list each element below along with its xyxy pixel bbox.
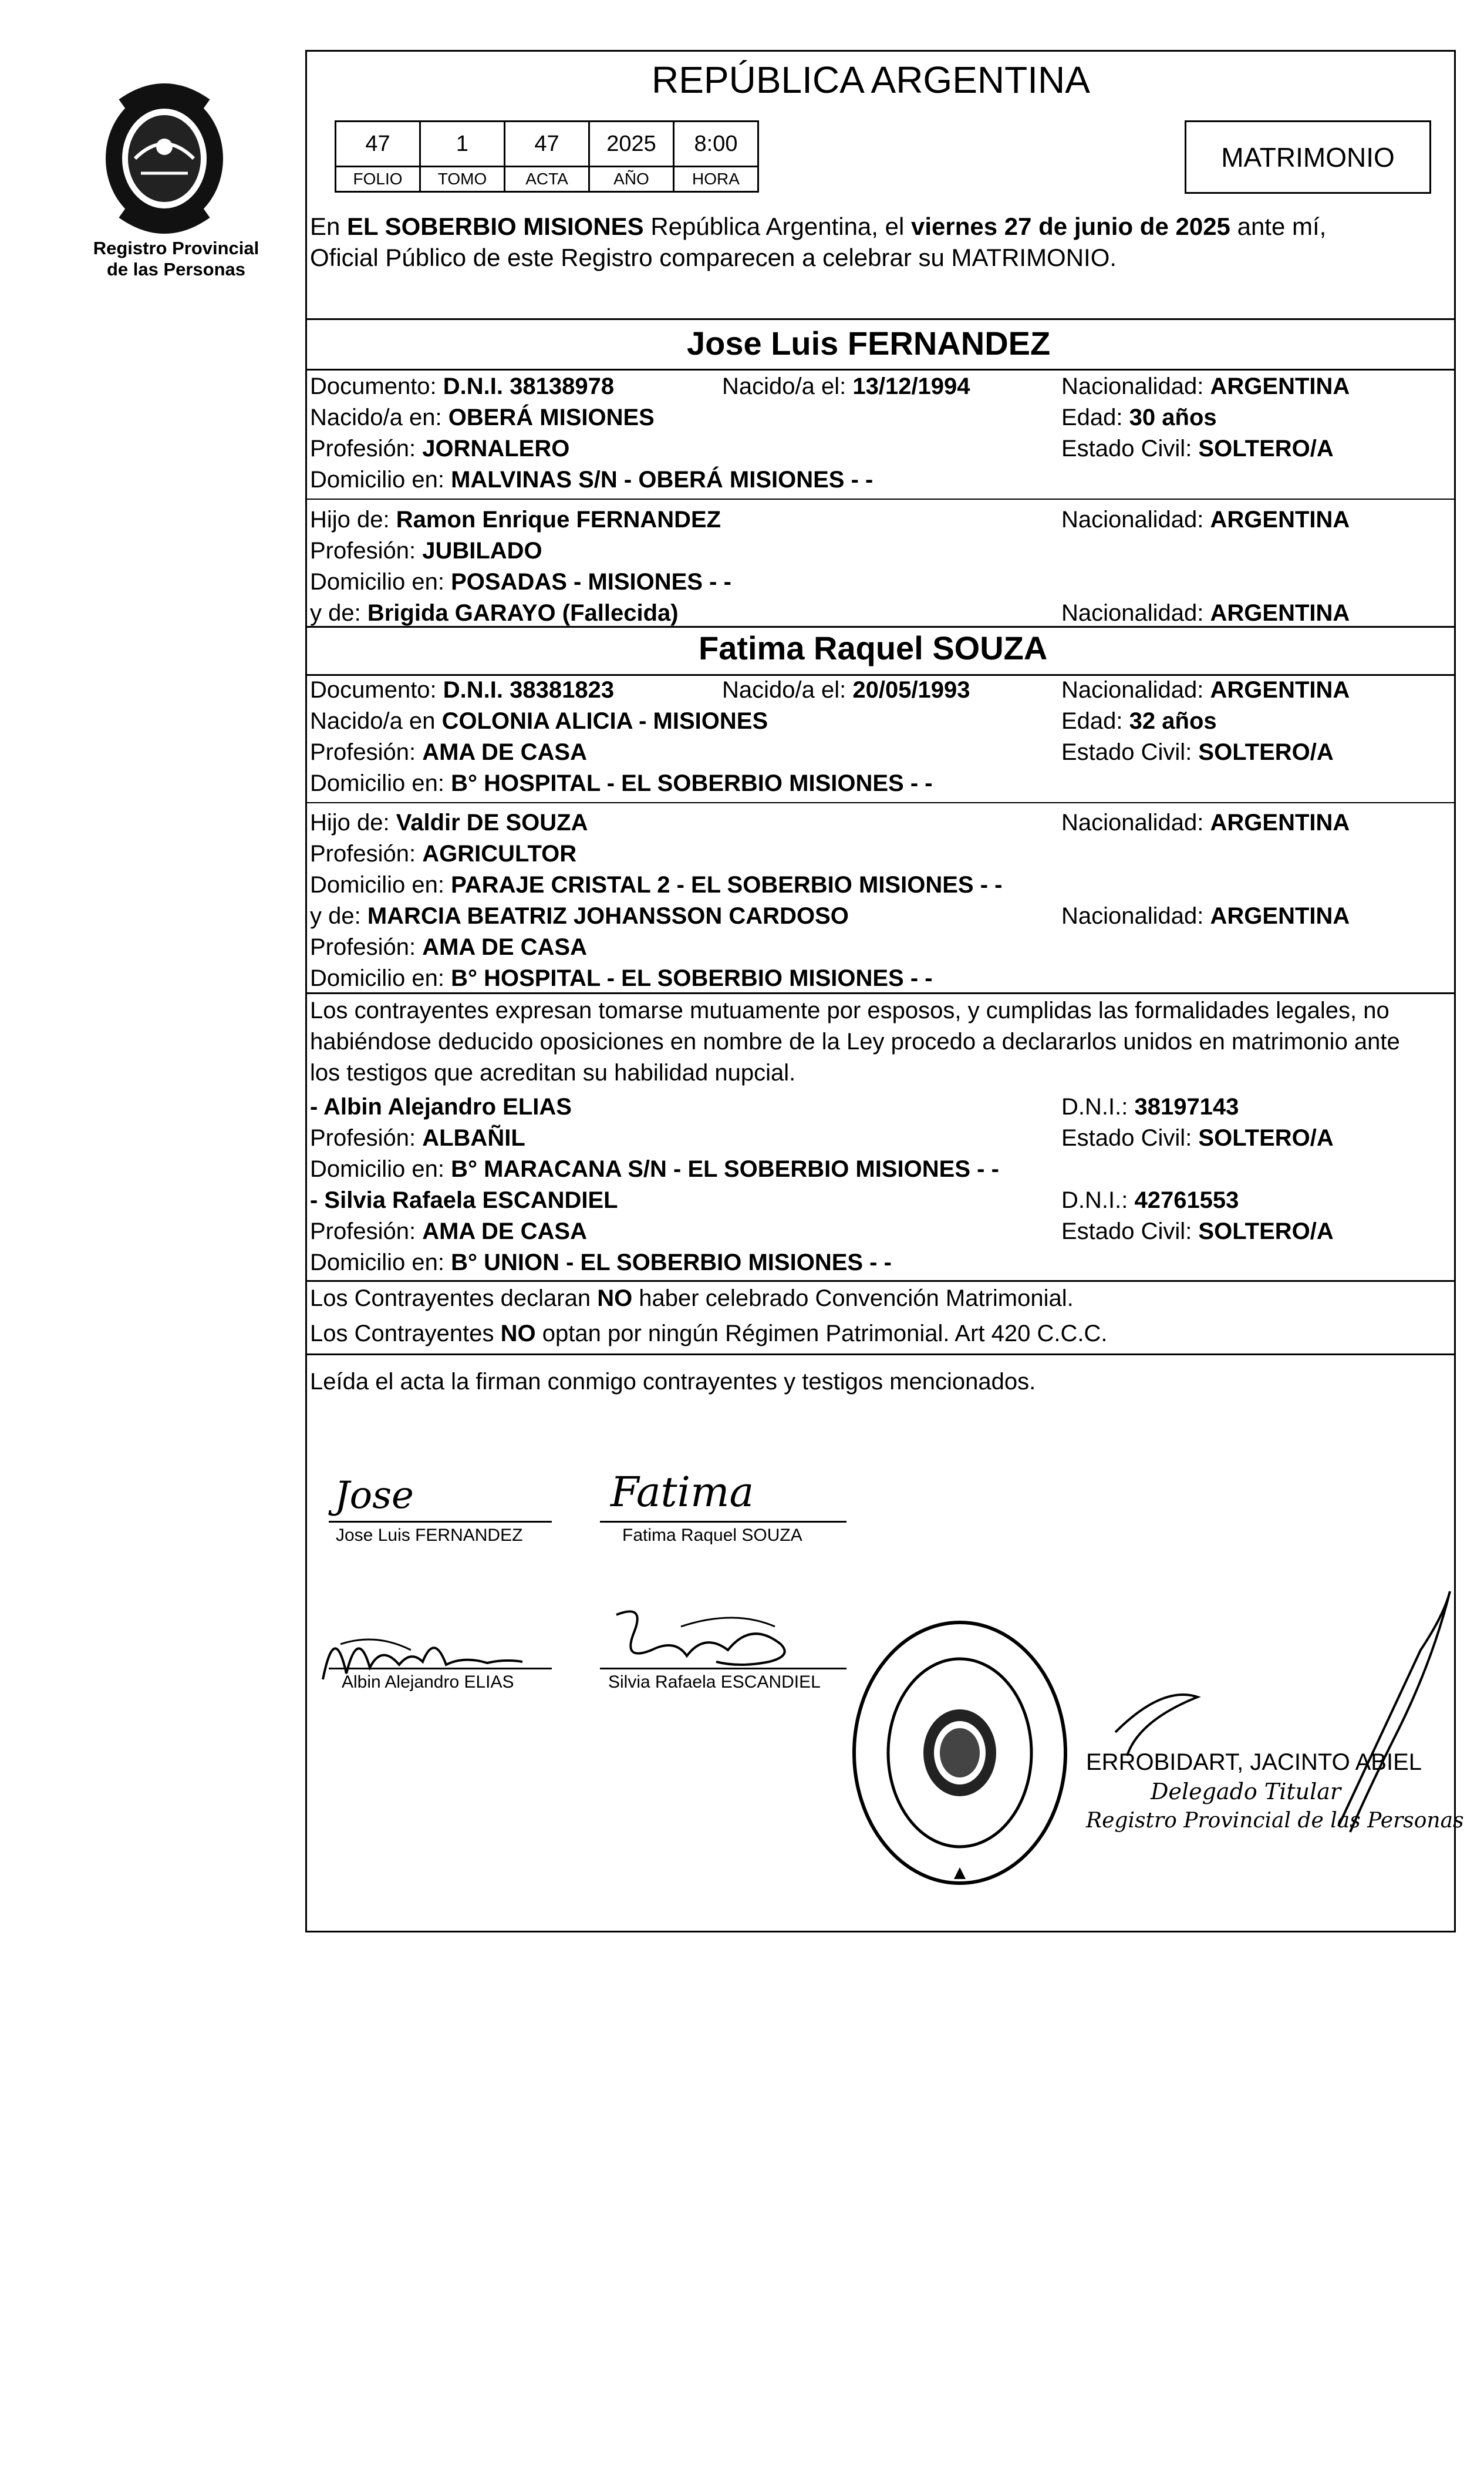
witness2-name: - Silvia Rafaela ESCANDIEL xyxy=(310,1187,618,1213)
signature-4-line xyxy=(600,1668,846,1669)
divider-2 xyxy=(305,369,1456,371)
logo-caption-1: Registro Provincial xyxy=(93,238,259,258)
signature-2-label: Fatima Raquel SOUZA xyxy=(622,1526,802,1545)
official-office: Registro Provincial de las Personas xyxy=(1086,1809,1464,1833)
divider-5 xyxy=(305,674,1456,676)
declaration-line-3: los testigos que acreditan su habilidad nupcial. xyxy=(310,1060,796,1086)
spouse2-birthdate: Nacido/a el: 20/05/1993 xyxy=(722,677,970,703)
witness1-dni: D.N.I.: 38197143 xyxy=(1061,1094,1239,1120)
frame-top xyxy=(305,50,1456,52)
witness1-address: Domicilio en: B° MARACANA S/N - EL SOBERBIO MISIONES - - xyxy=(310,1156,999,1182)
convention-line-2: Los Contrayentes NO optan por ningún Régimen Patrimonial. Art 420 C.C.C. xyxy=(310,1321,1108,1346)
spouse1-mother-nationality: Nacionalidad: ARGENTINA xyxy=(1061,600,1350,626)
witness1-name: - Albin Alejandro ELIAS xyxy=(310,1094,572,1120)
folio-label: FOLIO xyxy=(335,166,421,193)
spouse1-age: Edad: 30 años xyxy=(1061,405,1217,430)
divider-1 xyxy=(305,318,1456,320)
spouse1-civil-status: Estado Civil: SOLTERO/A xyxy=(1061,436,1334,462)
divider-6 xyxy=(305,802,1456,803)
hora-value: 8:00 xyxy=(673,120,759,167)
spouse2-birthplace: Nacido/a en COLONIA ALICIA - MISIONES xyxy=(310,708,768,734)
witness2-profession: Profesión: AMA DE CASA xyxy=(310,1218,587,1244)
spouse1-father-profession: Profesión: JUBILADO xyxy=(310,538,542,564)
convention-line-1: Los Contrayentes declaran NO haber celebrado Convención Matrimonial. xyxy=(310,1285,1074,1311)
tomo-value: 1 xyxy=(419,120,505,167)
spouse2-father-address: Domicilio en: PARAJE CRISTAL 2 - EL SOBERBIO MISIONES - - xyxy=(310,872,1003,898)
spouse1-address: Domicilio en: MALVINAS S/N - OBERÁ MISIONES - - xyxy=(310,467,873,493)
spouse2-civil-status: Estado Civil: SOLTERO/A xyxy=(1061,739,1334,765)
spouse1-father: Hijo de: Ramon Enrique FERNANDEZ xyxy=(310,507,721,533)
spouse2-mother: y de: MARCIA BEATRIZ JOHANSSON CARDOSO xyxy=(310,903,849,929)
spouse2-mother-profession: Profesión: AMA DE CASA xyxy=(310,934,587,960)
spouse1-birthdate: Nacido/a el: 13/12/1994 xyxy=(722,373,970,399)
acta-label: ACTA xyxy=(504,166,590,193)
registry-logo xyxy=(88,70,241,235)
witness2-civil-status: Estado Civil: SOLTERO/A xyxy=(1061,1218,1334,1244)
spouse2-father: Hijo de: Valdir DE SOUZA xyxy=(310,810,588,836)
folio-value: 47 xyxy=(335,120,421,167)
signature-1: Jose xyxy=(335,1474,414,1517)
witness1-civil-status: Estado Civil: SOLTERO/A xyxy=(1061,1125,1334,1151)
official-title: Delegado Titular xyxy=(1151,1779,1341,1804)
spouse1-name: Jose Luis FERNANDEZ xyxy=(687,325,1051,362)
spouse2-document: Documento: D.N.I. 38381823 xyxy=(310,677,615,703)
closing-text: Leída el acta la firman conmigo contrayentes y testigos mencionados. xyxy=(310,1369,1036,1395)
divider-3 xyxy=(305,499,1456,500)
logo-caption-2: de las Personas xyxy=(106,259,246,280)
signature-1-label: Jose Luis FERNANDEZ xyxy=(336,1526,523,1545)
divider-9 xyxy=(305,1353,1456,1355)
page-title: REPÚBLICA ARGENTINA xyxy=(652,59,1090,101)
anio-label: AÑO xyxy=(588,166,674,193)
acta-value: 47 xyxy=(504,120,590,167)
divider-7 xyxy=(305,992,1456,994)
spouse1-profession: Profesión: JORNALERO xyxy=(310,436,570,462)
divider-8 xyxy=(305,1280,1456,1282)
signature-2-line xyxy=(600,1521,846,1523)
signature-4-label: Silvia Rafaela ESCANDIEL xyxy=(608,1672,821,1692)
spouse1-birthplace: Nacido/a en: OBERÁ MISIONES xyxy=(310,405,655,430)
record-type-box: MATRIMONIO xyxy=(1185,120,1431,194)
anio-value: 2025 xyxy=(588,120,674,167)
spouse2-profession: Profesión: AMA DE CASA xyxy=(310,739,587,765)
official-name: ERROBIDART, JACINTO ABIEL xyxy=(1086,1749,1422,1775)
intro-line-2: Oficial Público de este Registro comparecen a celebrar su MATRIMONIO. xyxy=(310,244,1117,271)
frame-bottom xyxy=(305,1931,1456,1932)
signature-1-line xyxy=(329,1521,552,1523)
hora-label: HORA xyxy=(673,166,759,193)
signature-4-drawing xyxy=(599,1597,845,1679)
declaration-line-1: Los contrayentes expresan tomarse mutuamente por esposos, y cumplidas las formalidades legales, no xyxy=(310,998,1389,1023)
spouse2-age: Edad: 32 años xyxy=(1061,708,1217,734)
witness1-profession: Profesión: ALBAÑIL xyxy=(310,1125,525,1151)
spouse2-mother-nationality: Nacionalidad: ARGENTINA xyxy=(1061,903,1350,929)
spouse2-name: Fatima Raquel SOUZA xyxy=(699,629,1048,666)
spouse1-father-nationality: Nacionalidad: ARGENTINA xyxy=(1061,507,1350,533)
official-seal-icon xyxy=(845,1615,1074,1891)
spouse2-address: Domicilio en: B° HOSPITAL - EL SOBERBIO MISIONES - - xyxy=(310,770,933,796)
signature-2: Fatima xyxy=(611,1468,754,1516)
intro-line-1: En EL SOBERBIO MISIONES República Argentina, el viernes 27 de junio de 2025 ante mí, xyxy=(310,213,1327,240)
witness2-dni: D.N.I.: 42761553 xyxy=(1061,1187,1239,1213)
declaration-line-2: habiéndose deducido oposiciones en nombre de la Ley procedo a declararlos unidos en matrimonio ante xyxy=(310,1029,1400,1055)
witness2-address: Domicilio en: B° UNION - EL SOBERBIO MISIONES - - xyxy=(310,1250,892,1275)
signature-3-label: Albin Alejandro ELIAS xyxy=(342,1672,514,1692)
spouse2-nationality: Nacionalidad: ARGENTINA xyxy=(1061,677,1350,703)
signature-3-line xyxy=(329,1668,552,1669)
spouse1-father-address: Domicilio en: POSADAS - MISIONES - - xyxy=(310,569,731,595)
spouse2-father-profession: Profesión: AGRICULTOR xyxy=(310,841,577,867)
divider-4 xyxy=(305,626,1456,628)
tomo-label: TOMO xyxy=(419,166,505,193)
spouse1-nationality: Nacionalidad: ARGENTINA xyxy=(1061,373,1350,399)
spouse2-mother-address: Domicilio en: B° HOSPITAL - EL SOBERBIO MISIONES - - xyxy=(310,965,933,991)
spouse1-document: Documento: D.N.I. 38138978 xyxy=(310,373,615,399)
coat-of-arms-icon xyxy=(88,70,241,235)
spouse1-mother: y de: Brigida GARAYO (Fallecida) xyxy=(310,600,679,626)
spouse2-father-nationality: Nacionalidad: ARGENTINA xyxy=(1061,810,1350,836)
frame-left xyxy=(305,50,307,1932)
